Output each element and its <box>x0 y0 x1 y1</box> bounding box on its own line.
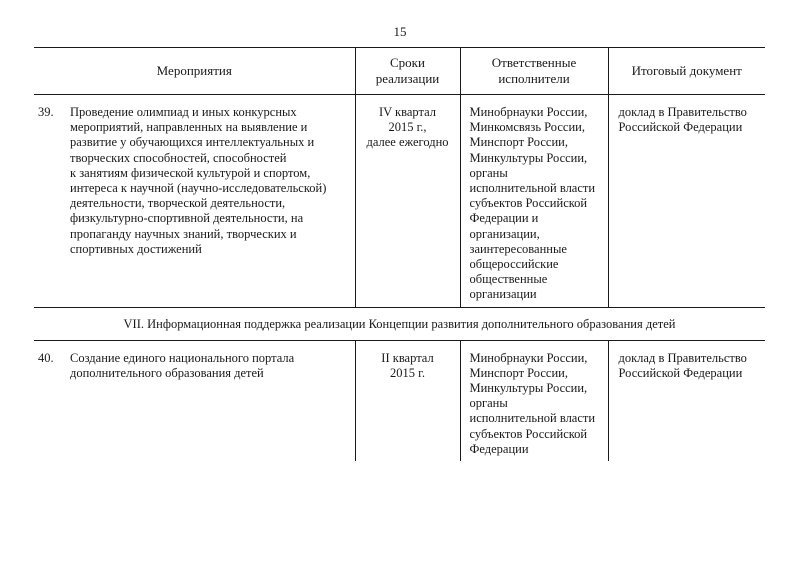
deadline-line: IV квартал <box>378 105 437 119</box>
executor-line: органы <box>469 396 508 411</box>
deadline-line: 2015 г. <box>390 365 425 380</box>
executor-line: Минспорт России, <box>469 135 568 150</box>
result-document-line: Российской Федерации <box>618 120 743 135</box>
measure-line: Проведение олимпиад и иных конкурсных <box>70 105 297 119</box>
measures-table <box>34 47 765 461</box>
executor-line: Минкультуры России, <box>469 381 588 396</box>
column-header-executors <box>460 48 608 95</box>
measure-line: к занятиям физической культурой и спортом, <box>70 165 311 180</box>
row-result-document-cell <box>608 340 765 461</box>
section-heading-row <box>34 307 765 340</box>
row-deadline-cell <box>355 95 460 308</box>
measure-line: мероприятий, направленных на выявление и <box>70 120 308 135</box>
executor-line: общероссийские <box>469 257 559 272</box>
section-heading: VII. Информационная поддержка реализации Концепции развития дополнительного образования детей <box>34 307 765 340</box>
executor-line: Минспорт России, <box>469 365 568 380</box>
executor-line: субъектов Российской <box>469 426 588 441</box>
executor-line: Минкомсвязь России, <box>469 120 585 135</box>
column-header-measures <box>34 48 355 95</box>
row-number: 39. <box>38 105 54 119</box>
row-deadline-cell <box>355 340 460 461</box>
executor-line: исполнительной власти <box>469 411 596 426</box>
measure-line: спортивных достижений <box>70 241 202 256</box>
executor-line: общественные <box>469 272 548 287</box>
executor-line: заинтересованные <box>469 241 567 256</box>
table-row <box>34 340 765 461</box>
column-header-deadline-line-1: Сроки <box>390 55 425 70</box>
table-row <box>34 95 765 308</box>
result-document-line: доклад в Правительство <box>618 105 747 119</box>
measure-line: дополнительного образования детей <box>70 365 264 380</box>
executor-line: Минобрнауки России, <box>469 350 588 365</box>
deadline-line: 2015 г., <box>388 120 427 135</box>
column-header-deadline-line-2: реализации <box>375 71 440 86</box>
deadline-line: II квартал <box>381 350 434 365</box>
column-header-measures-line-1: Мероприятия <box>156 63 232 78</box>
executor-line: организации <box>469 287 537 302</box>
measure-line: интереса к научной (научно-исследовательской) <box>70 181 327 196</box>
row-executors-cell <box>460 340 608 461</box>
measure-line: деятельности, творческой деятельности, <box>70 196 286 211</box>
executor-line: Федерации <box>469 441 529 456</box>
executor-line: Минобрнауки России, <box>469 105 588 119</box>
column-header-result-document <box>608 48 765 95</box>
executor-line: Федерации и <box>469 211 539 226</box>
deadline-line: далее ежегодно <box>366 135 449 150</box>
executor-line: Минкультуры России, <box>469 150 588 165</box>
table-header-row <box>34 48 765 95</box>
row-measure-cell <box>34 340 355 461</box>
measure-line: творческих способностей, способностей <box>70 150 287 165</box>
executor-line: субъектов Российской <box>469 196 588 211</box>
row-executors-cell <box>460 95 608 308</box>
column-header-result-document-line-1: Итоговый документ <box>631 63 742 78</box>
executor-line: организации, <box>469 226 540 241</box>
executor-line: органы <box>469 165 508 180</box>
column-header-executors-line-1: Ответственные <box>491 55 577 70</box>
result-document-line: Российской Федерации <box>618 365 743 380</box>
result-document-line: доклад в Правительство <box>618 350 747 365</box>
page-number: 15 <box>393 24 407 39</box>
column-header-deadline <box>355 48 460 95</box>
row-measure-text <box>70 105 347 257</box>
row-measure-text <box>70 351 347 381</box>
measure-line: пропаганду научных знаний, творческих и <box>70 226 297 241</box>
row-result-document-cell <box>608 95 765 308</box>
measure-line: физкультурно-спортивной деятельности, на <box>70 211 304 226</box>
column-header-executors-line-2: исполнители <box>498 71 570 86</box>
measure-line: развитие у обучающихся интеллектуальных и <box>70 135 315 150</box>
row-number: 40. <box>38 350 54 365</box>
row-measure-cell <box>34 95 355 308</box>
executor-line: исполнительной власти <box>469 181 596 196</box>
measure-line: Создание единого национального портала <box>70 350 295 365</box>
